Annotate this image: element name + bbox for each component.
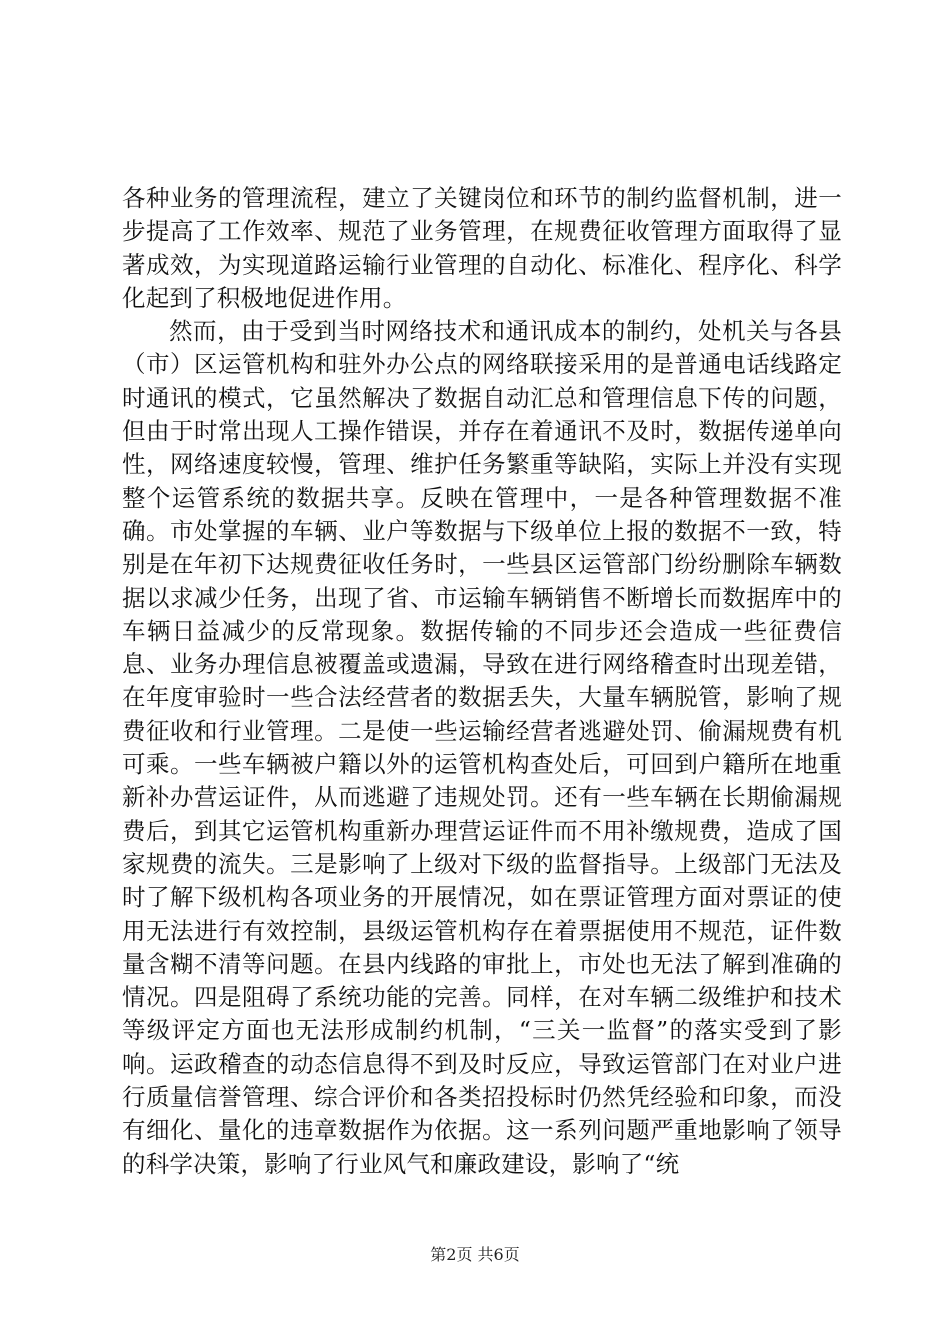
page-number: 第2页 共6页 <box>430 1245 520 1264</box>
page-footer <box>0 1242 950 1265</box>
body-text <box>122 182 842 1181</box>
paragraph-2: 然而，由于受到当时网络技术和通讯成本的制约，处机关与各县（市）区运管机构和驻外办公点的网络联接采用的是普通电话线路定时通讯的模式，它虽然解决了数据自动汇总和管理信息下传的问题，但由于时常出现人工操作错误，并存在着通讯不及时，数据传递单向性，网络速度较慢，管理、维护任务繁重等缺陷，实际上并没有实现整个运管系统的数据共享。反映在管理中，一是各种管理数据不准确。市处掌握的车辆、业户等数据与下级单位上报的数据不一致，特别是在年初下达规费征收任务时，一些县区运管部门纷纷删除车辆数据以求减少任务，出现了省、市运输车辆销售不断增长而数据库中的车辆日益减少的反常现象。数据传输的不同步还会造成一些征费信息、业务办理信息被覆盖或遗漏，导致在进行网络稽查时出现差错，在年度审验时一些合法经营者的数据丢失，大量车辆脱管，影响了规费征收和行业管理。二是使一些运输经营者逃避处罚、偷漏规费有机可乘。一些车辆被户籍以外的运管机构查处后，可回到户籍所在地重新补办营运证件，从而逃避了违规处罚。还有一些车辆在长期偷漏规费后，到其它运管机构重新办理营运证件而不用补缴规费，造成了国家规费的流失。三是影响了上级对下级的监督指导。上级部门无法及时了解下级机构各项业务的开展情况，如在票证管理方面对票证的使用无法进行有效控制，县级运管机构存在着票据使用不规范，证件数量含糊不清等问题。在县内线路的审批上，市处也无法了解到准确的情况。四是阻碍了系统功能的完善。同样，在对车辆二级维护和技术等级评定方面也无法形成制约机制，“三关一监督”的落实受到了影响。运政稽查的动态信息得不到及时反应，导致运管部门在对业户进行质量信誉管理、综合评价和各类招投标时仍然凭经验和印象，而没有细化、量化的违章数据作为依据。这一系列问题严重地影响了领导的科学决策，影响了行业风气和廉政建设，影响了“统 <box>122 317 842 1178</box>
paragraph-1: 各种业务的管理流程，建立了关键岗位和环节的制约监督机制，进一步提高了工作效率、规范了业务管理，在规费征收管理方面取得了显著成效，为实现道路运输行业管理的自动化、标准化、程序化、科学化起到了积极地促进作用。 <box>122 184 842 312</box>
